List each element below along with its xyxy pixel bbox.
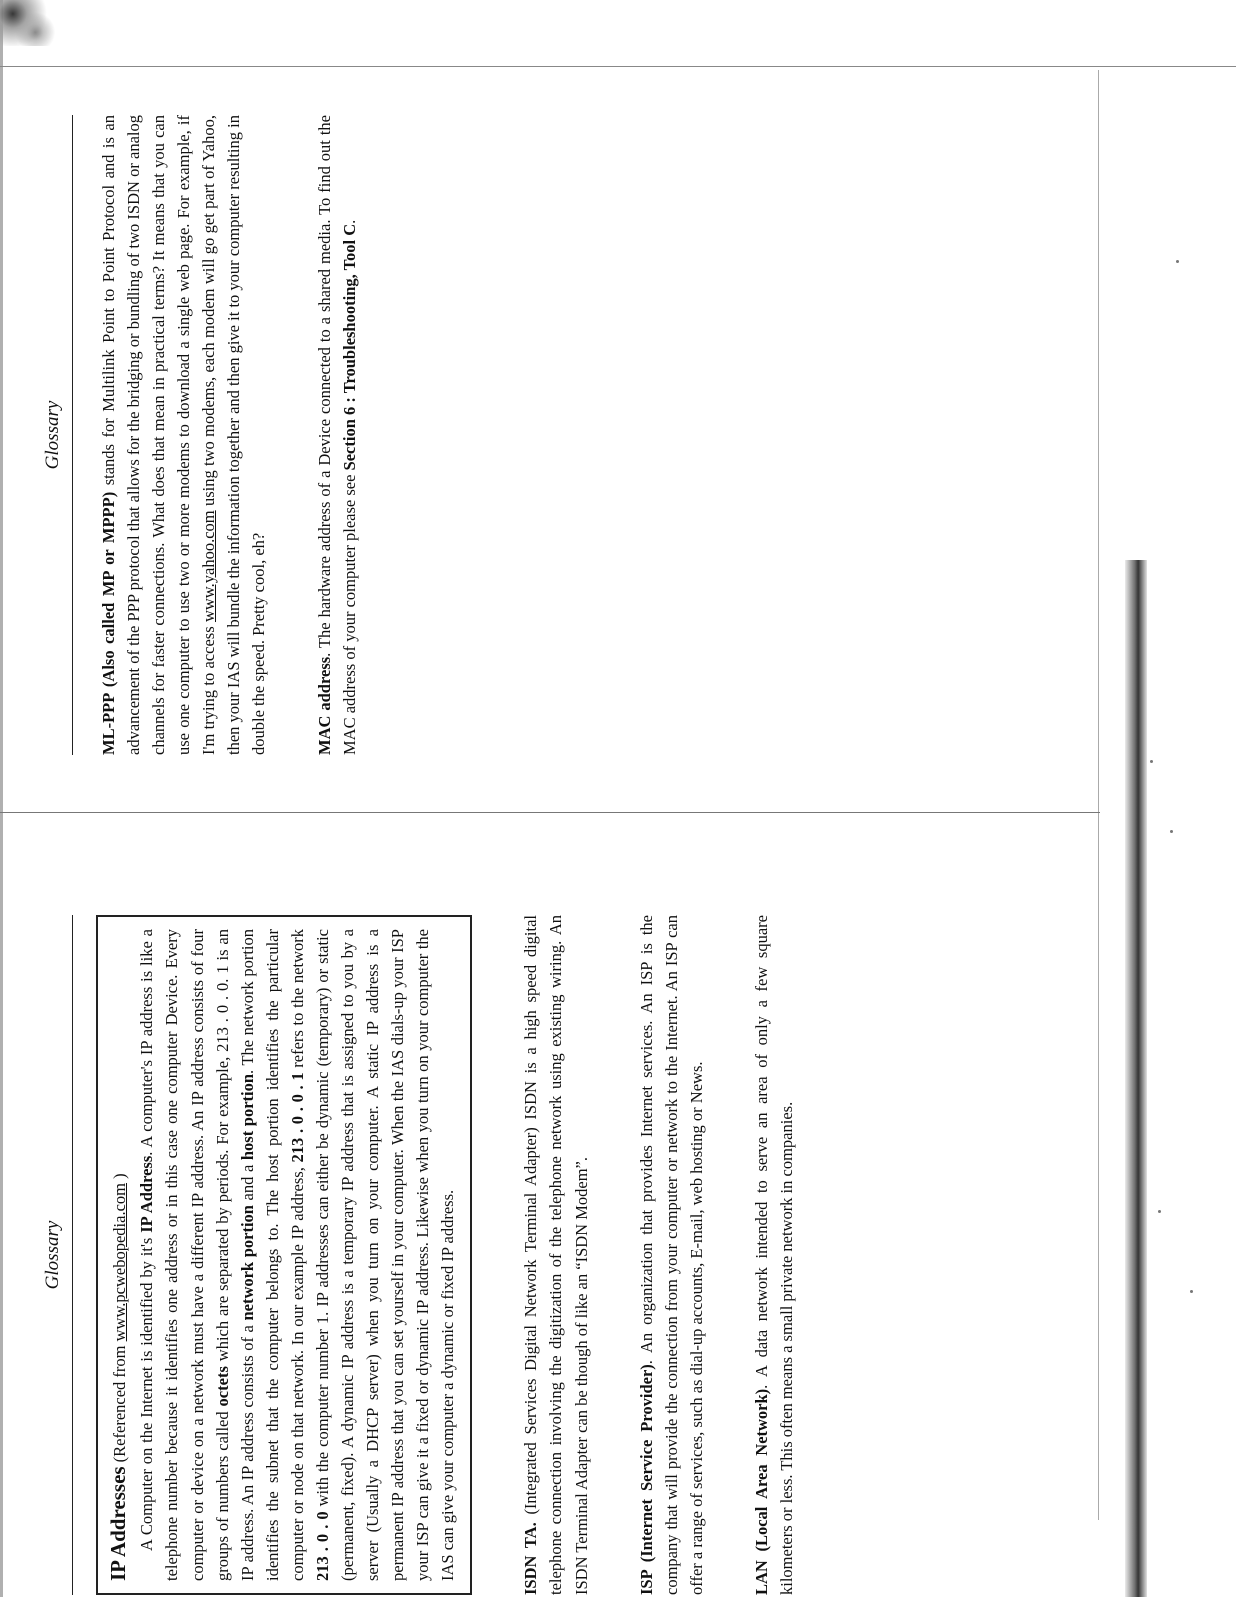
scan-left-edge <box>0 0 3 1597</box>
body-text: with the computer number 1. IP addresses can either be dynamic (temporary) or static (permanent, fixed). A dynamic IP address is a temporary IP address that is assigned to you by a server (Usually a DHCP server) when you turn on your computer. A static IP address is a permanent IP address that you can set yourself in your computer. When the IAS dials-up your ISP your ISP can give it a fixed or dynamic IP address. Likewise when you turn on your computer the IAS can give your computer a dynamic or fixed IP address. <box>312 929 458 1581</box>
scan-speckle <box>1150 760 1153 763</box>
entry-link: www.yahoo.com <box>199 510 219 623</box>
entry-text: using two modems, each modem will go get part of Yahoo, then your IAS will bundle the information together and then give it to your computer resulting in double the speed. Pretty cool, eh? <box>199 115 269 755</box>
page-left-column <box>26 915 1076 1595</box>
glossary-entry-mac-address <box>312 115 362 755</box>
entry-term: MAC address <box>314 656 334 755</box>
body-bold: IP Address <box>137 1155 157 1233</box>
entry-text: stands for Multilink Point to Point Protocol and is an advancement of the PPP protocol that allows for the bridging or bundling of two ISDN or analog channels for faster connections. What does that mean in practical terms? It means that you can use one computer to use two or more modems to download a single web page. For example, if I'm trying to access <box>99 115 219 755</box>
scan-right-edge <box>1098 70 1099 1520</box>
header-rule <box>72 915 73 1595</box>
page-header <box>26 915 86 1595</box>
entry-text: . A data network intended to serve an area of only a few square kilometers or less. This often means a small private network in companies. <box>751 915 796 1595</box>
ip-addresses-box <box>96 915 472 1595</box>
page-right-column <box>26 115 1076 755</box>
glossary-entry-ml-ppp <box>96 115 272 755</box>
scan-speckle <box>1190 1290 1193 1293</box>
body-bold: 213 . 0 . 0 <box>312 1511 332 1581</box>
page-header-title: Glossary <box>42 400 63 470</box>
entry-cross-reference: Section 6 : Troubleshooting, Tool C <box>339 223 359 471</box>
body-bold: 213 . 0 . 0 . 1 <box>287 1072 307 1163</box>
reference-link: www.pcwebopedia.com <box>110 1182 129 1342</box>
body-text: which are separated by periods. For example, 213 . 0 . 0. 1 is an IP address. An IP address consists of a <box>212 928 257 1581</box>
header-rule <box>72 115 73 755</box>
scan-speckle <box>1158 1210 1161 1213</box>
body-text: A Computer on the Internet is identified by it's <box>137 1232 157 1551</box>
scan-speckle <box>1176 260 1179 263</box>
ip-addresses-heading <box>104 929 132 1581</box>
body-text: . The network portion identifies the subnet that the computer belongs to. The host portion identifies the particular computer or node on that network. In our example IP address, <box>237 929 307 1581</box>
scan-top-edge <box>0 66 1236 67</box>
scan-binding-shadow <box>1125 560 1147 1597</box>
page-fold-line <box>0 812 1100 813</box>
glossary-entry-isp <box>634 915 709 1595</box>
glossary-entry-lan <box>749 915 799 1595</box>
ip-addresses-body <box>134 929 460 1581</box>
reference-suffix: ) <box>110 1173 129 1183</box>
entry-text: . The hardware address of a Device connected to a shared media. To find out the MAC address of your computer please see <box>314 115 359 755</box>
scan-corner-smudge <box>0 0 64 46</box>
entry-text: (Integrated Services Digital Network Terminal Adapter) ISDN is a high speed digital telephone connection involving the digitization of the telephone network using existing wiring. An ISDN Terminal Adapter can be though of like an “ISDN Modem”. <box>521 914 591 1595</box>
glossary-entries <box>96 915 839 1595</box>
page-header <box>26 115 86 755</box>
ip-addresses-title: IP Addresses <box>106 1466 130 1581</box>
entry-term: ISP (Internet Service Provider) <box>636 1364 656 1595</box>
body-bold: host portion <box>237 1073 257 1161</box>
glossary-entries <box>96 115 402 755</box>
reference-prefix: (Referenced from <box>110 1341 129 1467</box>
entry-term: ISDN TA. <box>521 1522 541 1595</box>
entry-term: LAN (Local Area Network) <box>751 1388 771 1595</box>
body-bold: octets <box>212 1366 232 1407</box>
page-header-title: Glossary <box>42 1220 63 1290</box>
body-text: and a <box>237 1160 257 1206</box>
body-text: refers to the network <box>287 929 307 1073</box>
body-bold: network portion <box>237 1205 257 1321</box>
entry-text: . An organization that provides Internet services. An ISP is the company that will provide the connection from your computer or network to the Internet. An ISP can offer a range of services, such as dial-up accounts, E-mail, web hosting or News. <box>636 914 706 1595</box>
glossary-entry-isdn-ta <box>518 915 593 1595</box>
entry-text: . <box>339 219 359 224</box>
body-text: . A computer's IP address is like a telephone number because it identifies one address or in this case one computer Device. Every computer or device on a network must have a different IP address. An IP address consists of four groups of numbers called <box>137 929 232 1581</box>
scan-speckle <box>1170 830 1173 833</box>
entry-term: ML-PPP (Also called MP or MPPP) <box>99 491 118 755</box>
